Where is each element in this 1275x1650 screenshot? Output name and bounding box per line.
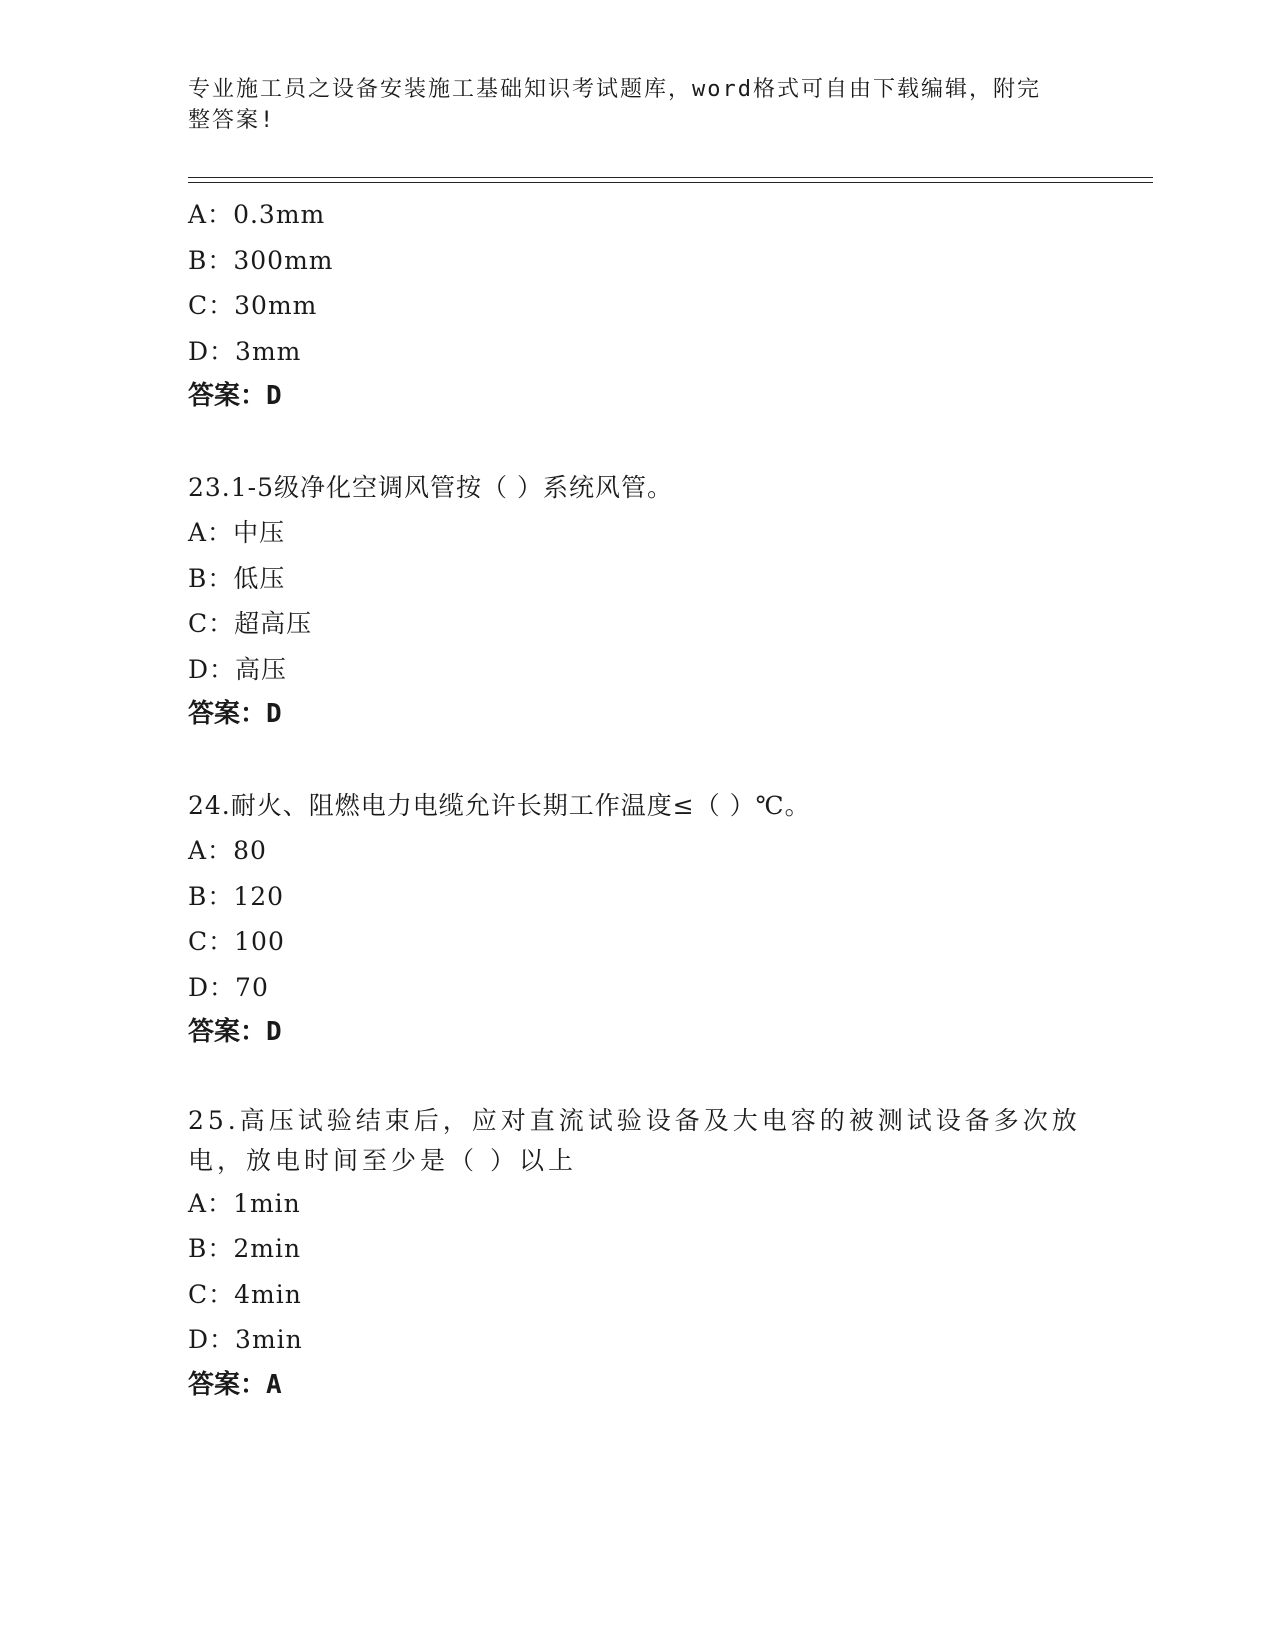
question-block-continued [188, 192, 1088, 420]
option-d [188, 965, 1088, 1011]
option-a [188, 828, 1088, 874]
option-c [188, 283, 1088, 329]
question-24 [188, 783, 1088, 1056]
option-text: 300mm [233, 245, 334, 275]
header-line-1: 专业施工员之设备安装施工基础知识考试题库，word格式可自由下载编辑，附完 [188, 77, 1041, 102]
option-c [188, 919, 1088, 965]
option-a [188, 510, 1088, 556]
option-b [188, 874, 1088, 920]
option-label: A： [188, 518, 234, 547]
option-text: 低压 [233, 563, 286, 593]
answer-line: 答案：D [188, 1017, 282, 1047]
option-d [188, 329, 1088, 375]
header-divider-top [188, 177, 1153, 178]
option-label: C： [188, 609, 235, 638]
header-divider-bottom [188, 182, 1153, 183]
question-text: 24.耐火、阻燃电力电缆允许长期工作温度≤（ ）℃。 [188, 790, 811, 820]
option-text: 高压 [235, 654, 288, 684]
option-a [188, 192, 1088, 238]
option-text: 3min [235, 1325, 303, 1354]
answer-line: 答案：D [188, 699, 282, 729]
option-text: 2min [233, 1234, 302, 1263]
option-c [188, 601, 1088, 647]
option-label: C： [188, 291, 235, 320]
spacer [188, 738, 1088, 783]
option-text: 30mm [234, 291, 318, 320]
option-text: 100 [234, 927, 285, 956]
question-text-line-1: 25.高压试验结束后，应对直流试验设备及大电容的被测试设备多次放 [188, 1105, 1081, 1135]
question-text: 23.1-5级净化空调风管按（ ）系统风管。 [188, 472, 673, 502]
option-text: 120 [233, 881, 285, 911]
header-line-2: 整答案! [188, 108, 276, 133]
option-label: A： [188, 836, 234, 865]
option-label: D： [188, 1325, 236, 1354]
option-text: 超高压 [234, 609, 313, 638]
option-text: 1min [233, 1188, 301, 1218]
option-text: 80 [233, 836, 267, 865]
option-label: C： [188, 927, 235, 956]
option-c [188, 1272, 1088, 1318]
option-text: 中压 [233, 518, 286, 547]
option-label: D： [188, 336, 236, 366]
option-b [188, 238, 1088, 284]
option-label: D： [188, 972, 236, 1002]
option-label: C： [188, 1279, 235, 1309]
answer-line: 答案：D [188, 381, 282, 411]
option-text: 3mm [235, 336, 302, 366]
answer-line: 答案：A [188, 1369, 282, 1400]
option-d [188, 1317, 1088, 1363]
option-d [188, 647, 1088, 693]
spacer [188, 420, 1088, 465]
question-25 [188, 1101, 1088, 1409]
option-b [188, 556, 1088, 602]
option-label: A： [188, 200, 234, 229]
option-b [188, 1226, 1088, 1272]
spacer [188, 1056, 1088, 1101]
question-list [188, 192, 1088, 1408]
option-label: B： [188, 245, 234, 275]
option-label: B： [188, 563, 234, 593]
option-a [188, 1181, 1088, 1227]
option-text: 4min [234, 1279, 302, 1309]
document-header [188, 74, 1068, 136]
option-label: A： [188, 1188, 234, 1218]
option-text: 0.3mm [233, 200, 326, 229]
option-label: D： [188, 654, 236, 684]
option-label: B： [188, 881, 234, 911]
option-label: B： [188, 1234, 234, 1263]
question-text-line-2: 电，放电时间至少是（ ）以上 [188, 1145, 577, 1175]
question-23 [188, 465, 1088, 738]
option-text: 70 [235, 972, 269, 1002]
